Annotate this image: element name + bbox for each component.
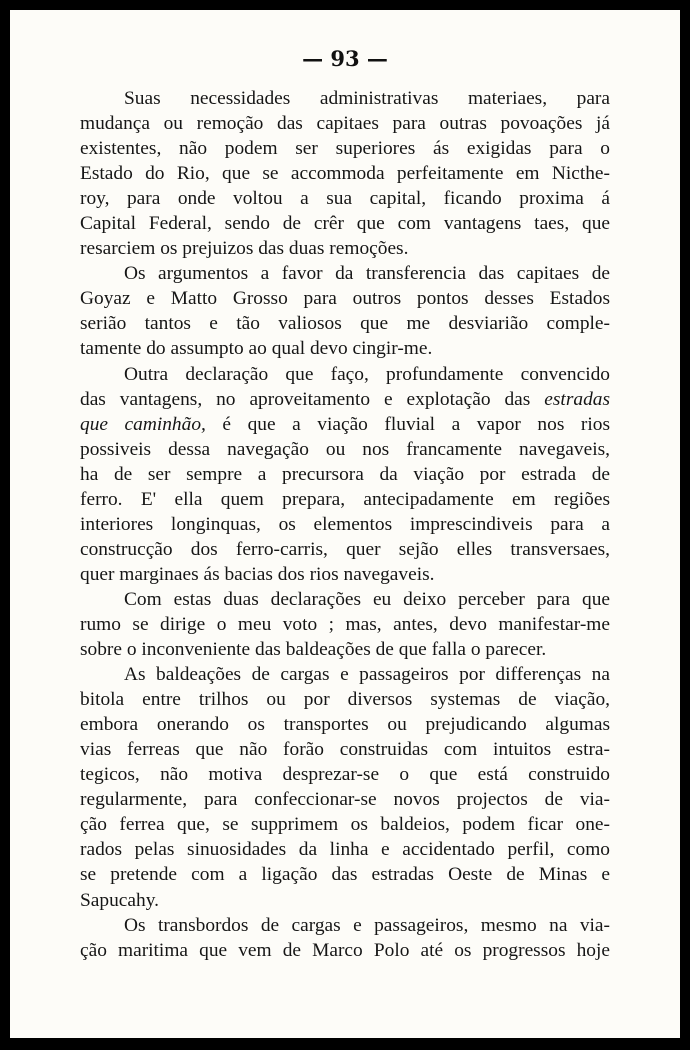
- line-text: Goyaz e Matto Grosso para outros pontos desses Estados: [80, 288, 610, 310]
- line-text: quer marginaes ás bacias dos rios navegaveis.: [80, 563, 435, 585]
- line-text: serião tantos e tão valiosos que me desviarião comple-: [80, 313, 610, 335]
- line-text: Sapucahy.: [80, 889, 159, 911]
- line-text: Os transbordos de cargas e passageiros, mesmo na via-: [124, 914, 610, 936]
- line-text: das vantagens, no aproveitamento e explotação das: [80, 388, 545, 410]
- italic-text: que caminhão,: [80, 413, 206, 435]
- text-line: [80, 236, 610, 261]
- line-text: Os argumentos a favor da transferencia das capitaes de: [124, 263, 610, 285]
- line-text: As baldeações de cargas e passageiros por differenças na: [124, 664, 610, 686]
- text-line: [80, 186, 610, 211]
- text-line: [80, 913, 610, 938]
- text-line: [80, 412, 610, 437]
- line-text: Com estas duas declarações eu deixo perceber para que: [124, 588, 610, 610]
- text-line: [80, 487, 610, 512]
- text-line: [80, 787, 610, 812]
- line-text: regularmente, para confeccionar-se novos projectos de via-: [80, 789, 610, 811]
- line-text: resarciem os prejuizos das duas remoções.: [80, 238, 409, 260]
- text-line: [80, 737, 610, 762]
- text-line: [80, 687, 610, 712]
- line-text: Suas necessidades administrativas materiaes, para: [124, 88, 610, 109]
- line-text: existentes, não podem ser superiores ás exigidas para o: [80, 138, 610, 160]
- line-text: rumo se dirige o meu voto ; mas, antes, devo manifestar-me: [80, 613, 610, 635]
- line-text: possiveis dessa navegação ou nos francamente navegaveis,: [80, 438, 610, 460]
- line-text: mudança ou remoção das capitaes para outras povoações já: [80, 113, 610, 135]
- text-line: [80, 612, 610, 637]
- text-line: [80, 311, 610, 336]
- text-line: [80, 512, 610, 537]
- document-page: [10, 10, 680, 1038]
- text-line: [80, 938, 610, 963]
- line-text: ção ferrea que, se supprimem os baldeios, podem ficar one-: [80, 814, 610, 836]
- text-line: [80, 261, 610, 286]
- line-text: roy, para onde voltou a sua capital, ficando proxima á: [80, 188, 610, 210]
- text-line: [80, 462, 610, 487]
- line-text: Capital Federal, sendo de crêr que com vantagens taes, que: [80, 213, 610, 235]
- line-text: rados pelas sinuosidades da linha e accidentado perfil, como: [80, 839, 610, 861]
- line-text: bitola entre trilhos ou por diversos systemas de viação,: [80, 689, 610, 711]
- line-text: sobre o inconveniente das baldeações de que falla o parecer.: [80, 639, 547, 661]
- text-line: [80, 587, 610, 612]
- text-line: [80, 762, 610, 787]
- line-text: embora onerando os transportes ou prejudicando algumas: [80, 714, 610, 736]
- body-text: [80, 86, 610, 963]
- line-text: vias ferreas que não forão construidas com intuitos estra-: [80, 739, 610, 761]
- text-line: [80, 437, 610, 462]
- italic-text: estradas: [544, 388, 610, 410]
- text-line: [80, 336, 610, 361]
- text-line: [80, 86, 610, 111]
- page-number: — 93 —: [302, 46, 388, 71]
- text-line: [80, 862, 610, 887]
- text-line: [80, 161, 610, 186]
- text-line: [80, 837, 610, 862]
- text-line: [80, 562, 610, 587]
- text-line: [80, 888, 610, 913]
- line-text: é que a viação fluvial a vapor nos rios: [205, 413, 610, 435]
- text-line: [80, 387, 610, 412]
- line-text: interiores longinquas, os elementos imprescindiveis para a: [80, 513, 610, 535]
- line-text: ferro. E' ella quem prepara, antecipadamente em regiões: [80, 488, 610, 510]
- text-line: [80, 537, 610, 562]
- text-line: [80, 812, 610, 837]
- line-text: Outra declaração que faço, profundamente convencido: [124, 363, 610, 385]
- line-text: se pretende com a ligação das estradas Oeste de Minas e: [80, 864, 610, 886]
- text-line: [80, 211, 610, 236]
- text-line: [80, 662, 610, 687]
- text-line: [80, 712, 610, 737]
- line-text: tegicos, não motiva desprezar-se o que está construido: [80, 764, 610, 786]
- line-text: tamente do assumpto ao qual devo cingir-me.: [80, 338, 433, 360]
- line-text: Estado do Rio, que se accommoda perfeitamente em Nicthe-: [80, 163, 610, 185]
- text-line: [80, 637, 610, 662]
- line-text: ha de ser sempre a precursora da viação por estrada de: [80, 463, 610, 485]
- line-text: construcção dos ferro-carris, quer sejão elles transversaes,: [80, 538, 610, 560]
- text-line: [80, 362, 610, 387]
- text-line: [80, 111, 610, 136]
- line-text: ção maritima que vem de Marco Polo até os progressos hoje: [80, 939, 610, 961]
- text-line: [80, 136, 610, 161]
- text-line: [80, 286, 610, 311]
